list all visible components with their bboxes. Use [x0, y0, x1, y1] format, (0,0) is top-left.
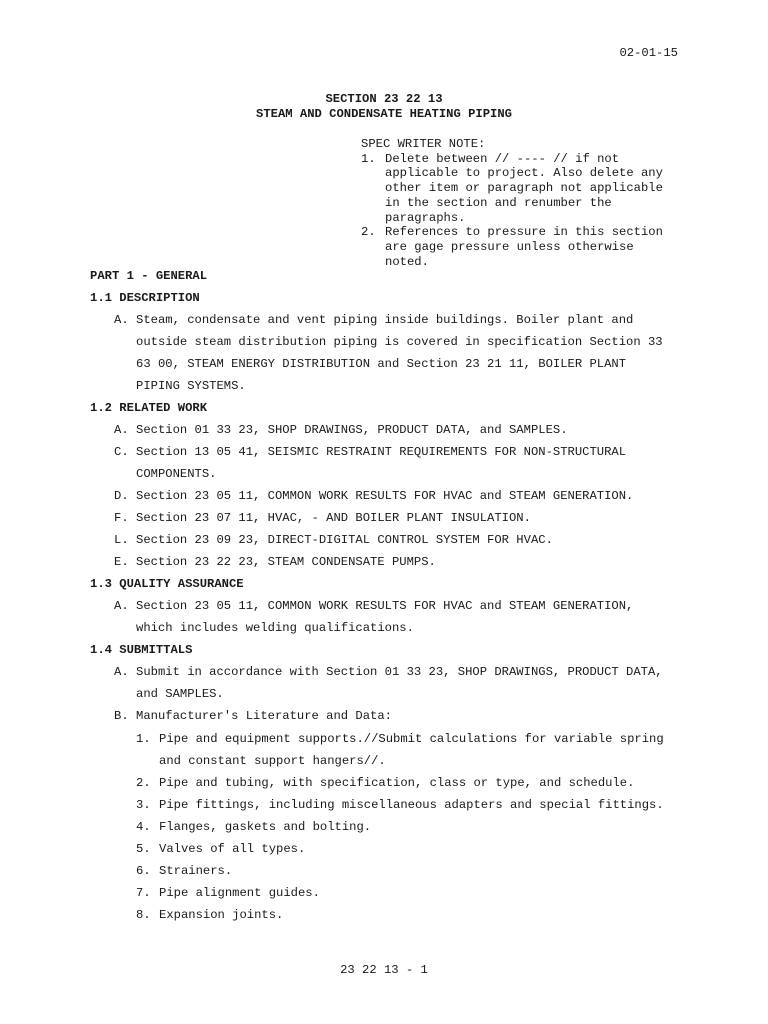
sub-item-number: 7.	[136, 886, 151, 900]
spec-note-item-number: 2.	[361, 225, 376, 240]
item-label: A.	[114, 599, 129, 613]
sub-item-number: 2.	[136, 776, 151, 790]
sub-item-number: 8.	[136, 908, 151, 922]
spec-note-line: other item or paragraph not applicable	[385, 181, 663, 196]
paragraph-line: and SAMPLES.	[136, 687, 224, 701]
spec-note-line: are gage pressure unless otherwise	[385, 239, 634, 254]
paragraph-line: Submit in accordance with Section 01 33 23, SHOP DRAWINGS, PRODUCT DATA,	[136, 665, 663, 679]
sub-item: Pipe alignment guides.	[159, 886, 320, 900]
paragraph-line: outside steam distribution piping is covered in specification Section 33	[136, 335, 663, 349]
sub-item: Strainers.	[159, 864, 233, 878]
spec-note-heading: SPEC WRITER NOTE:	[361, 137, 486, 151]
list-item: Section 23 07 11, HVAC, - AND BOILER PLANT INSULATION.	[136, 511, 531, 525]
sub-item-number: 1.	[136, 732, 151, 746]
spec-note-line: noted.	[385, 254, 429, 269]
spec-note-line: Delete between // ---- // if not	[385, 151, 620, 166]
heading-1-4: 1.4 SUBMITTALS	[90, 643, 193, 657]
item-label: C.	[114, 445, 129, 459]
document-date: 02-01-15	[619, 46, 678, 60]
sub-item: Pipe and equipment supports.//Submit calculations for variable spring	[159, 732, 664, 746]
paragraph-line: Manufacturer's Literature and Data:	[136, 709, 392, 723]
section-number: SECTION 23 22 13	[325, 92, 443, 106]
list-item: Section 13 05 41, SEISMIC RESTRAINT REQUIREMENTS FOR NON-STRUCTURAL	[136, 445, 627, 459]
list-item: Section 23 05 11, COMMON WORK RESULTS FOR HVAC and STEAM GENERATION.	[136, 489, 634, 503]
item-label: L.	[114, 533, 129, 547]
heading-1-1: 1.1 DESCRIPTION	[90, 291, 200, 305]
section-title: STEAM AND CONDENSATE HEATING PIPING	[256, 107, 512, 121]
item-label: A.	[114, 313, 129, 327]
item-label: A.	[114, 423, 129, 437]
sub-item: Pipe and tubing, with specification, class or type, and schedule.	[159, 776, 635, 790]
sub-item: Valves of all types.	[159, 842, 306, 856]
item-label: F.	[114, 511, 129, 525]
spec-note-line: applicable to project. Also delete any	[385, 166, 663, 181]
item-label: E.	[114, 555, 129, 569]
page-number: 23 22 13 - 1	[340, 963, 428, 977]
paragraph-line: which includes welding qualifications.	[136, 621, 414, 635]
spec-note-item-number: 1.	[361, 151, 376, 166]
sub-item-number: 3.	[136, 798, 151, 812]
item-label: A.	[114, 665, 129, 679]
sub-item: Pipe fittings, including miscellaneous adapters and special fittings.	[159, 798, 664, 812]
list-item: Section 01 33 23, SHOP DRAWINGS, PRODUCT DATA, and SAMPLES.	[136, 423, 568, 437]
item-label: D.	[114, 489, 129, 503]
spec-note-line: References to pressure in this section	[385, 225, 663, 240]
spec-note-line: in the section and renumber the	[385, 195, 612, 210]
paragraph-line: 63 00, STEAM ENERGY DISTRIBUTION and Section 23 21 11, BOILER PLANT	[136, 357, 627, 371]
sub-item: Flanges, gaskets and bolting.	[159, 820, 372, 834]
spec-note-item	[361, 152, 663, 226]
sub-item: Expansion joints.	[159, 908, 284, 922]
spec-writer-note	[361, 137, 663, 269]
list-item-continuation: COMPONENTS.	[136, 467, 217, 481]
heading-1-3: 1.3 QUALITY ASSURANCE	[90, 577, 244, 591]
spec-note-line: paragraphs.	[385, 210, 466, 225]
sub-item-number: 5.	[136, 842, 151, 856]
sub-item-number: 4.	[136, 820, 151, 834]
list-item: Section 23 09 23, DIRECT-DIGITAL CONTROL SYSTEM FOR HVAC.	[136, 533, 553, 547]
paragraph-line: PIPING SYSTEMS.	[136, 379, 246, 393]
sub-item-continuation: and constant support hangers//.	[159, 754, 386, 768]
list-item: Section 23 22 23, STEAM CONDENSATE PUMPS.	[136, 555, 436, 569]
spec-note-item	[361, 225, 663, 269]
item-label: B.	[114, 709, 129, 723]
paragraph-line: Steam, condensate and vent piping inside buildings. Boiler plant and	[136, 313, 634, 327]
heading-1-2: 1.2 RELATED WORK	[90, 401, 208, 415]
sub-item-number: 6.	[136, 864, 151, 878]
part-1-heading: PART 1 - GENERAL	[90, 269, 208, 283]
paragraph-line: Section 23 05 11, COMMON WORK RESULTS FOR HVAC and STEAM GENERATION,	[136, 599, 634, 613]
